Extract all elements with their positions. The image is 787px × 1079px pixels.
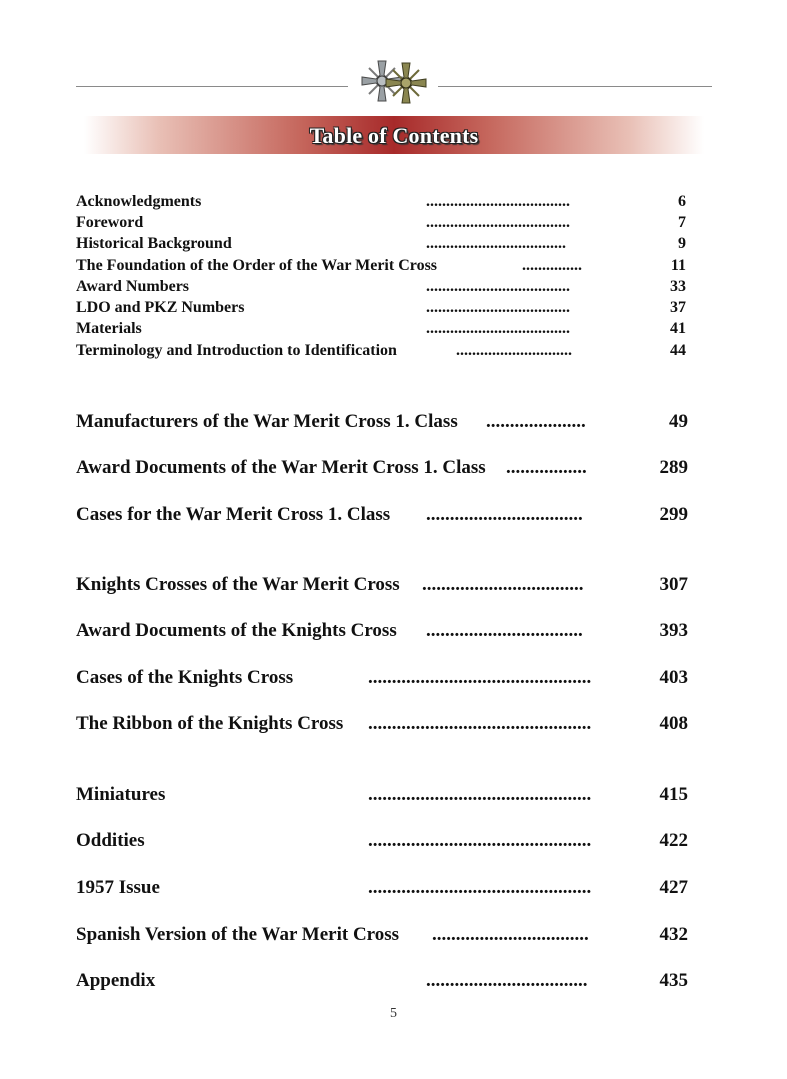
toc-entry-page: 9: [678, 235, 686, 252]
toc-entry-title: Cases for the War Merit Cross 1. Class: [76, 504, 391, 525]
toc-entry-title: Award Documents of the War Merit Cross 1. Class: [76, 457, 486, 478]
toc-entry-title: Spanish Version of the War Merit Cross: [76, 924, 400, 945]
toc-entry-leader: ...............: [522, 257, 582, 274]
toc-entry: [76, 320, 688, 340]
toc-entry-leader: ...................................: [426, 235, 566, 252]
toc-entry: [76, 457, 688, 481]
toc-entry: [76, 830, 688, 854]
header-rule-right: [438, 86, 712, 87]
toc-entry: [76, 214, 688, 234]
toc-entry-title: Miniatures: [76, 784, 166, 805]
toc-entry-page: 7: [678, 214, 686, 231]
toc-entry: [76, 667, 688, 691]
toc-entry-page: 44: [670, 342, 686, 359]
toc-entry-title: Award Documents of the Knights Cross: [76, 620, 397, 641]
toc-entry: [76, 924, 688, 948]
toc-entry-page: 393: [659, 620, 688, 641]
war-merit-crosses-icon: [352, 56, 436, 106]
toc-entry-title: The Foundation of the Order of the War Merit Cross: [76, 257, 438, 274]
toc-entry-title: Foreword: [76, 214, 144, 231]
toc-entry-page: 299: [659, 504, 688, 525]
toc-entry-page: 289: [659, 457, 688, 478]
toc-entry-page: 422: [659, 830, 688, 851]
toc-entry-leader: ....................................: [426, 214, 570, 231]
toc-entry-leader: .................................: [432, 924, 589, 945]
page-title: Table of Contents: [309, 123, 479, 148]
toc-entry-leader: ...............................................: [368, 877, 592, 898]
toc-entry-leader: .................................: [426, 504, 583, 525]
toc-entry-leader: ...............................................: [368, 713, 592, 734]
toc-entry-page: 435: [659, 970, 688, 991]
toc-entry-page: 432: [659, 924, 688, 945]
toc-entry-page: 49: [669, 411, 688, 432]
toc-entry: [76, 411, 688, 435]
toc-entry-page: 415: [659, 784, 688, 805]
toc-entry: [76, 784, 688, 808]
toc-entry-page: 41: [670, 320, 686, 337]
toc-entry-leader: .....................: [486, 411, 586, 432]
toc-entry-leader: .................................: [426, 620, 583, 641]
toc-entry-title: The Ribbon of the Knights Cross: [76, 713, 344, 734]
toc-entry-page: 33: [670, 278, 686, 295]
toc-entry: [76, 193, 688, 213]
toc-entry-leader: .............................: [456, 342, 572, 359]
toc-entry-page: 307: [659, 574, 688, 595]
toc-entry-leader: ...............................................: [368, 784, 592, 805]
toc-entry-leader: ..................................: [422, 574, 584, 595]
toc-entry-title: Acknowledgments: [76, 193, 202, 210]
page-number: 5: [390, 1006, 397, 1021]
toc-entry-title: Oddities: [76, 830, 145, 851]
toc-entry-title: LDO and PKZ Numbers: [76, 299, 245, 316]
toc-entry-title: Materials: [76, 320, 142, 337]
toc-entry-title: Manufacturers of the War Merit Cross 1. Class: [76, 411, 458, 432]
toc-entry-page: 408: [659, 713, 688, 734]
toc-entry-title: Award Numbers: [76, 278, 190, 295]
toc-entry: [76, 299, 688, 319]
toc-entry: [76, 278, 688, 298]
toc-entry-leader: ....................................: [426, 193, 570, 210]
title-banner: [84, 116, 704, 154]
toc-entry-leader: ....................................: [426, 320, 570, 337]
toc-entry-page: 6: [678, 193, 686, 210]
toc-entry: [76, 574, 688, 598]
toc-entry-title: Knights Crosses of the War Merit Cross: [76, 574, 400, 595]
toc-entry-title: Appendix: [76, 970, 156, 991]
toc-entry-title: 1957 Issue: [76, 877, 160, 898]
toc-entry: [76, 713, 688, 737]
toc-entry: [76, 504, 688, 528]
toc-entry: [76, 235, 688, 255]
toc-entry-title: Terminology and Introduction to Identification: [76, 342, 397, 359]
toc-entry-page: 427: [659, 877, 688, 898]
toc-entry-leader: ...............................................: [368, 667, 592, 688]
toc-entry: [76, 342, 688, 362]
toc-entry-page: 403: [659, 667, 688, 688]
toc-entry: [76, 970, 688, 994]
toc-entry-leader: ....................................: [426, 278, 570, 295]
header-rule-left: [76, 86, 348, 87]
toc-entry-leader: ..................................: [426, 970, 588, 991]
toc-entry-leader: ...............................................: [368, 830, 592, 851]
toc-entry-leader: ....................................: [426, 299, 570, 316]
toc-entry: [76, 257, 688, 277]
toc-entry-page: 11: [670, 257, 686, 274]
toc-entry-leader: .................: [506, 457, 587, 478]
toc-entry-title: Cases of the Knights Cross: [76, 667, 294, 688]
toc-entry-page: 37: [670, 299, 686, 316]
toc-entry: [76, 620, 688, 644]
toc-entry-title: Historical Background: [76, 235, 232, 252]
toc-entry: [76, 877, 688, 901]
